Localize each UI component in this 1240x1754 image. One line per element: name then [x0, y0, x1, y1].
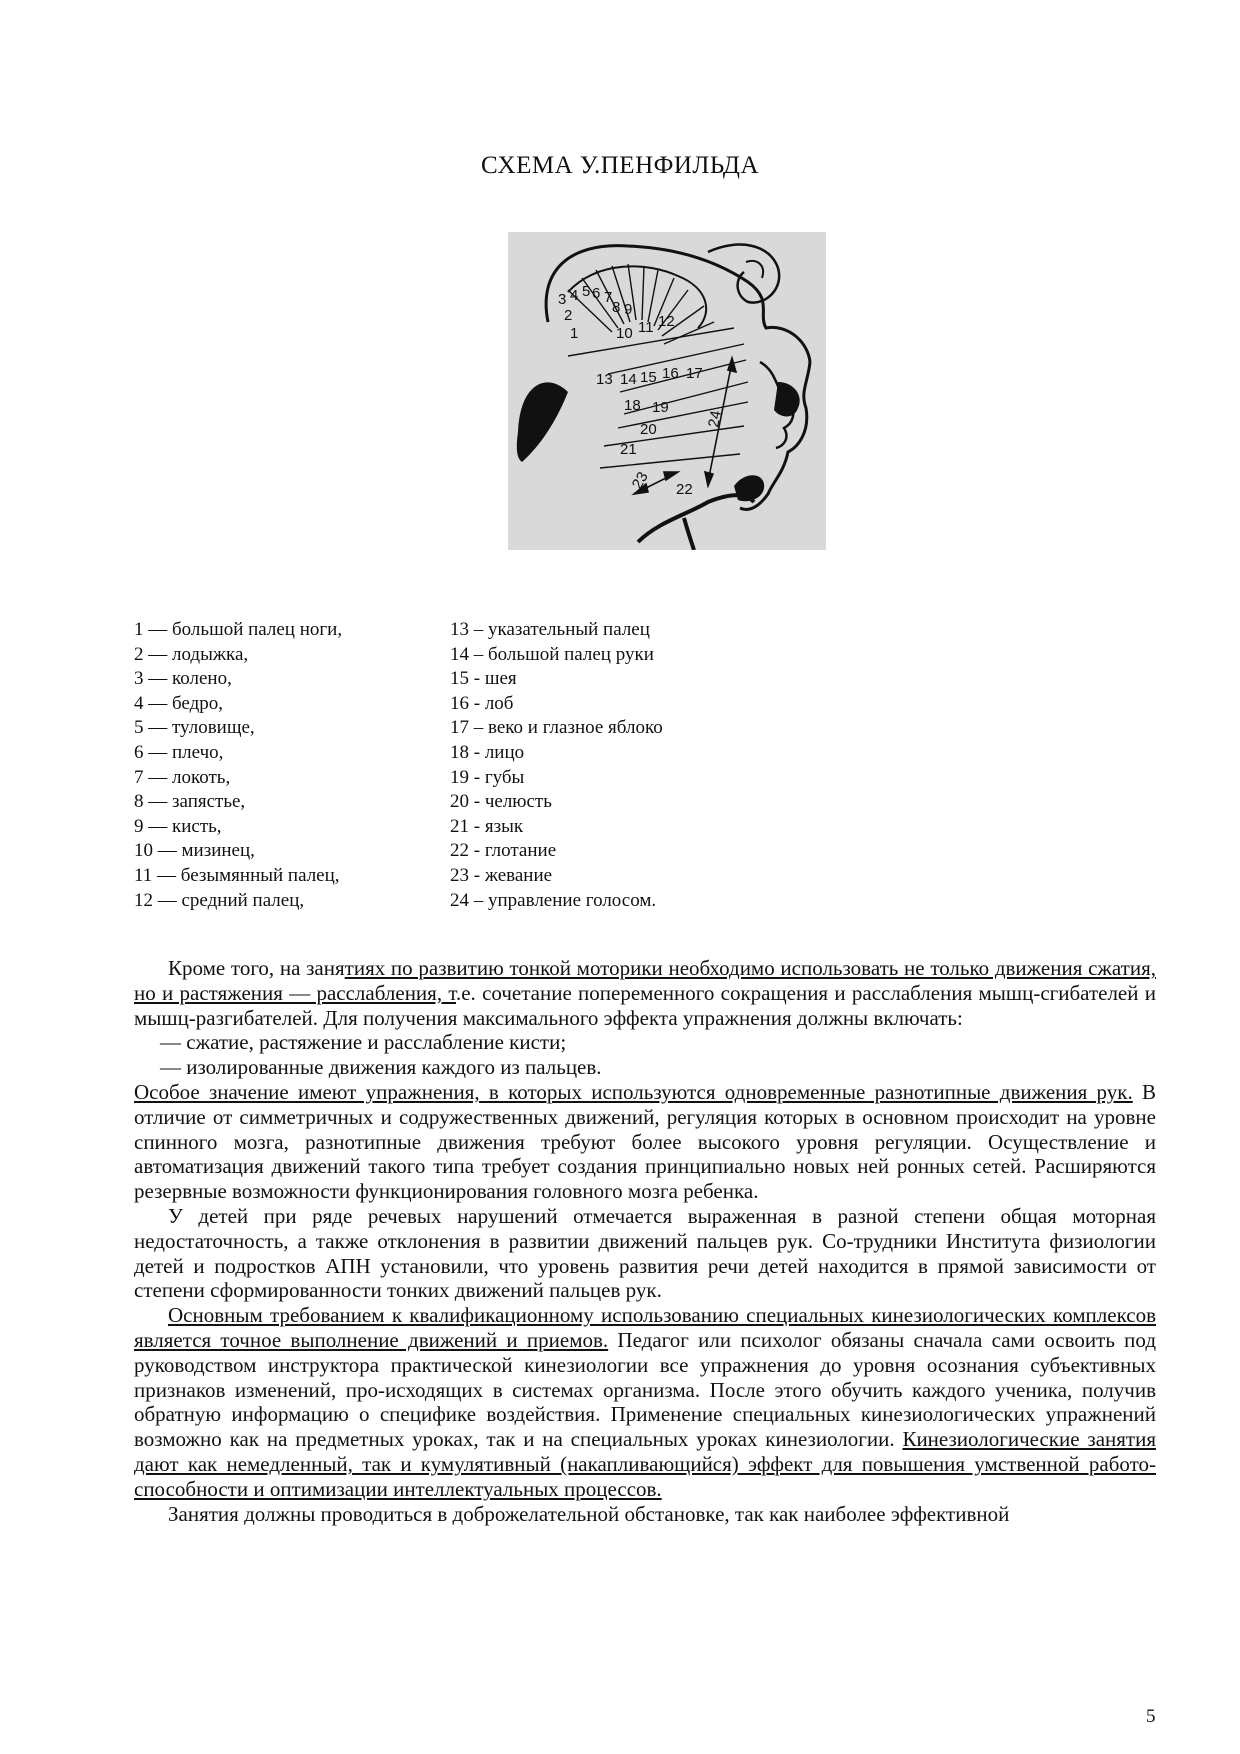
- legend-item: 22 - глотание: [450, 840, 557, 862]
- legend-row: [0, 716, 1240, 741]
- svg-text:19: 19: [652, 399, 669, 416]
- legend-row: [0, 766, 1240, 791]
- svg-text:18: 18: [624, 397, 641, 414]
- svg-text:1: 1: [570, 325, 579, 342]
- legend-row: [0, 667, 1240, 692]
- paragraph: [134, 956, 1156, 1030]
- legend-item: 23 - жевание: [450, 864, 553, 886]
- svg-text:24: 24: [705, 409, 725, 429]
- legend-item: 13 – указательный палец: [450, 619, 650, 640]
- underlined-text: Основным требованием к квалификационному использованию специальных кинезиологических комплексов является точное выполнение движений и приемов.: [134, 1303, 1156, 1352]
- svg-text:2: 2: [564, 307, 573, 324]
- svg-text:14: 14: [620, 371, 637, 388]
- figure-legend: [0, 618, 1240, 913]
- legend-item: 17 – веко и глазное яблоко: [450, 717, 663, 739]
- legend-item: 21 - язык: [450, 815, 524, 837]
- legend-row: [0, 839, 1240, 864]
- paragraph: Занятия должны проводиться в доброжелательной обстановке, так как наиболее эффективной: [168, 1501, 1010, 1526]
- page-title: СХЕМА У.ПЕНФИЛЬДА: [480, 152, 760, 179]
- svg-text:7: 7: [604, 289, 613, 306]
- svg-text:21: 21: [620, 441, 637, 458]
- body-text: [134, 956, 1156, 1526]
- legend-item: 2 — лодыжка,: [134, 643, 249, 665]
- legend-item: 5 — туловище,: [134, 717, 255, 739]
- svg-text:6: 6: [592, 285, 601, 302]
- legend-item: 10 — мизинец,: [134, 840, 255, 862]
- paragraph: У детей при ряде речевых нарушений отмечается выраженная в разной степени общая моторная недостаточность, а также отклонения в развитии движений пальцев рук. Со-трудники Института физиологии детей и подростков АПН установили, что уровень развития речи детей находится в прямой зависимости от степени сформированности тонких движений пальцев рук.: [134, 1203, 1156, 1303]
- svg-text:22: 22: [676, 481, 693, 498]
- underlined-text: Кинезиологические занятия дают как немедленный, так и кумулятивный (накапливающийся) эффект для повышения умственной работо-способности и оптимизации интеллектуальных процессов.: [134, 1427, 1156, 1501]
- legend-item: 3 — колено,: [134, 668, 232, 690]
- list-item: — сжатие, растяжение и расслабление кисти;: [160, 1030, 567, 1055]
- text-run: Кроме того, на заня: [168, 956, 345, 980]
- legend-item: 7 — локоть,: [134, 766, 231, 788]
- svg-text:15: 15: [640, 369, 657, 386]
- legend-row: [0, 618, 1240, 643]
- svg-text:9: 9: [624, 301, 633, 318]
- legend-item: 19 - губы: [450, 766, 525, 788]
- svg-text:17: 17: [686, 365, 703, 382]
- svg-text:11: 11: [638, 319, 654, 336]
- svg-text:12: 12: [658, 313, 675, 330]
- paragraph: [134, 1080, 1156, 1204]
- legend-row: [0, 815, 1240, 840]
- legend-row: [0, 692, 1240, 717]
- legend-item: 11 — безымянный палец,: [134, 864, 340, 886]
- svg-text:13: 13: [596, 371, 613, 388]
- svg-text:23: 23: [628, 469, 652, 492]
- legend-item: 12 — средний палец,: [134, 889, 305, 911]
- legend-row: [0, 889, 1240, 914]
- legend-row: [0, 864, 1240, 889]
- legend-item: 18 - лицо: [450, 741, 525, 763]
- underlined-text: тиях по развитию тонкой моторики необходимо использовать не только движения сжатия, но и растяжения — расслабления, т: [134, 956, 1156, 1005]
- legend-item: 9 — кисть,: [134, 815, 222, 837]
- legend-row: [0, 643, 1240, 668]
- svg-text:3: 3: [558, 291, 567, 308]
- svg-text:10: 10: [616, 325, 633, 342]
- text-run: .е. сочетание попеременного сокращения и расслабления мышц-сгибателей и мышц-разгибателей. Для получения максимального эффекта упражнения должны включать:: [134, 980, 1157, 1030]
- legend-item: 6 — плечо,: [134, 741, 224, 763]
- svg-text:20: 20: [640, 421, 657, 438]
- penfield-homunculus-figure: [508, 232, 826, 550]
- legend-row: [0, 790, 1240, 815]
- legend-item: 14 – большой палец руки: [450, 643, 654, 665]
- legend-item: 16 - лоб: [450, 692, 514, 714]
- svg-text:5: 5: [582, 283, 591, 300]
- legend-item: 20 - челюсть: [450, 791, 552, 813]
- legend-item: 15 - шея: [450, 668, 517, 690]
- legend-item: 24 – управление голосом.: [450, 889, 657, 911]
- legend-item: 4 — бедро,: [134, 692, 224, 714]
- legend-item: 8 — запястье,: [134, 791, 246, 813]
- legend-item: 1 — большой палец ноги,: [134, 619, 343, 640]
- text-run: В отличие от симметричных и содружественных движений, регуляция которых в основном происходит на уровне спинного мозга, разнотипные движения требуют более высокого уровня регуляции. Осуществление и автоматизация движений такого типа требует создания принципиально новых ней ронных сетей. Расширяются резервные возможности функционирования головного мозга ребенка.: [134, 1079, 1157, 1204]
- svg-text:4: 4: [570, 287, 579, 304]
- legend-row: [0, 741, 1240, 766]
- list-item: — изолированные движения каждого из пальцев.: [160, 1055, 602, 1080]
- svg-text:16: 16: [662, 365, 679, 382]
- page-number: 5: [1146, 1706, 1156, 1727]
- svg-text:8: 8: [612, 299, 621, 316]
- underlined-text: Особое значение имеют упражнения, в которых используются одновременные разнотипные движения рук.: [134, 1079, 1133, 1104]
- paragraph: [134, 1303, 1156, 1501]
- text-run: Педагог или психолог обязаны сначала сами освоить под руководством инструктора практической кинезиологии все упражнения до уровня осознания субъективных признаков изменений, про-исходящих в системах организма. После этого обучить каждого ученика, получив обратную информацию о специфике воздействия. Применение специальных кинезиологических упражнений возможно как на предметных уроках, так и на специальных уроках кинезиологии.: [134, 1327, 1157, 1452]
